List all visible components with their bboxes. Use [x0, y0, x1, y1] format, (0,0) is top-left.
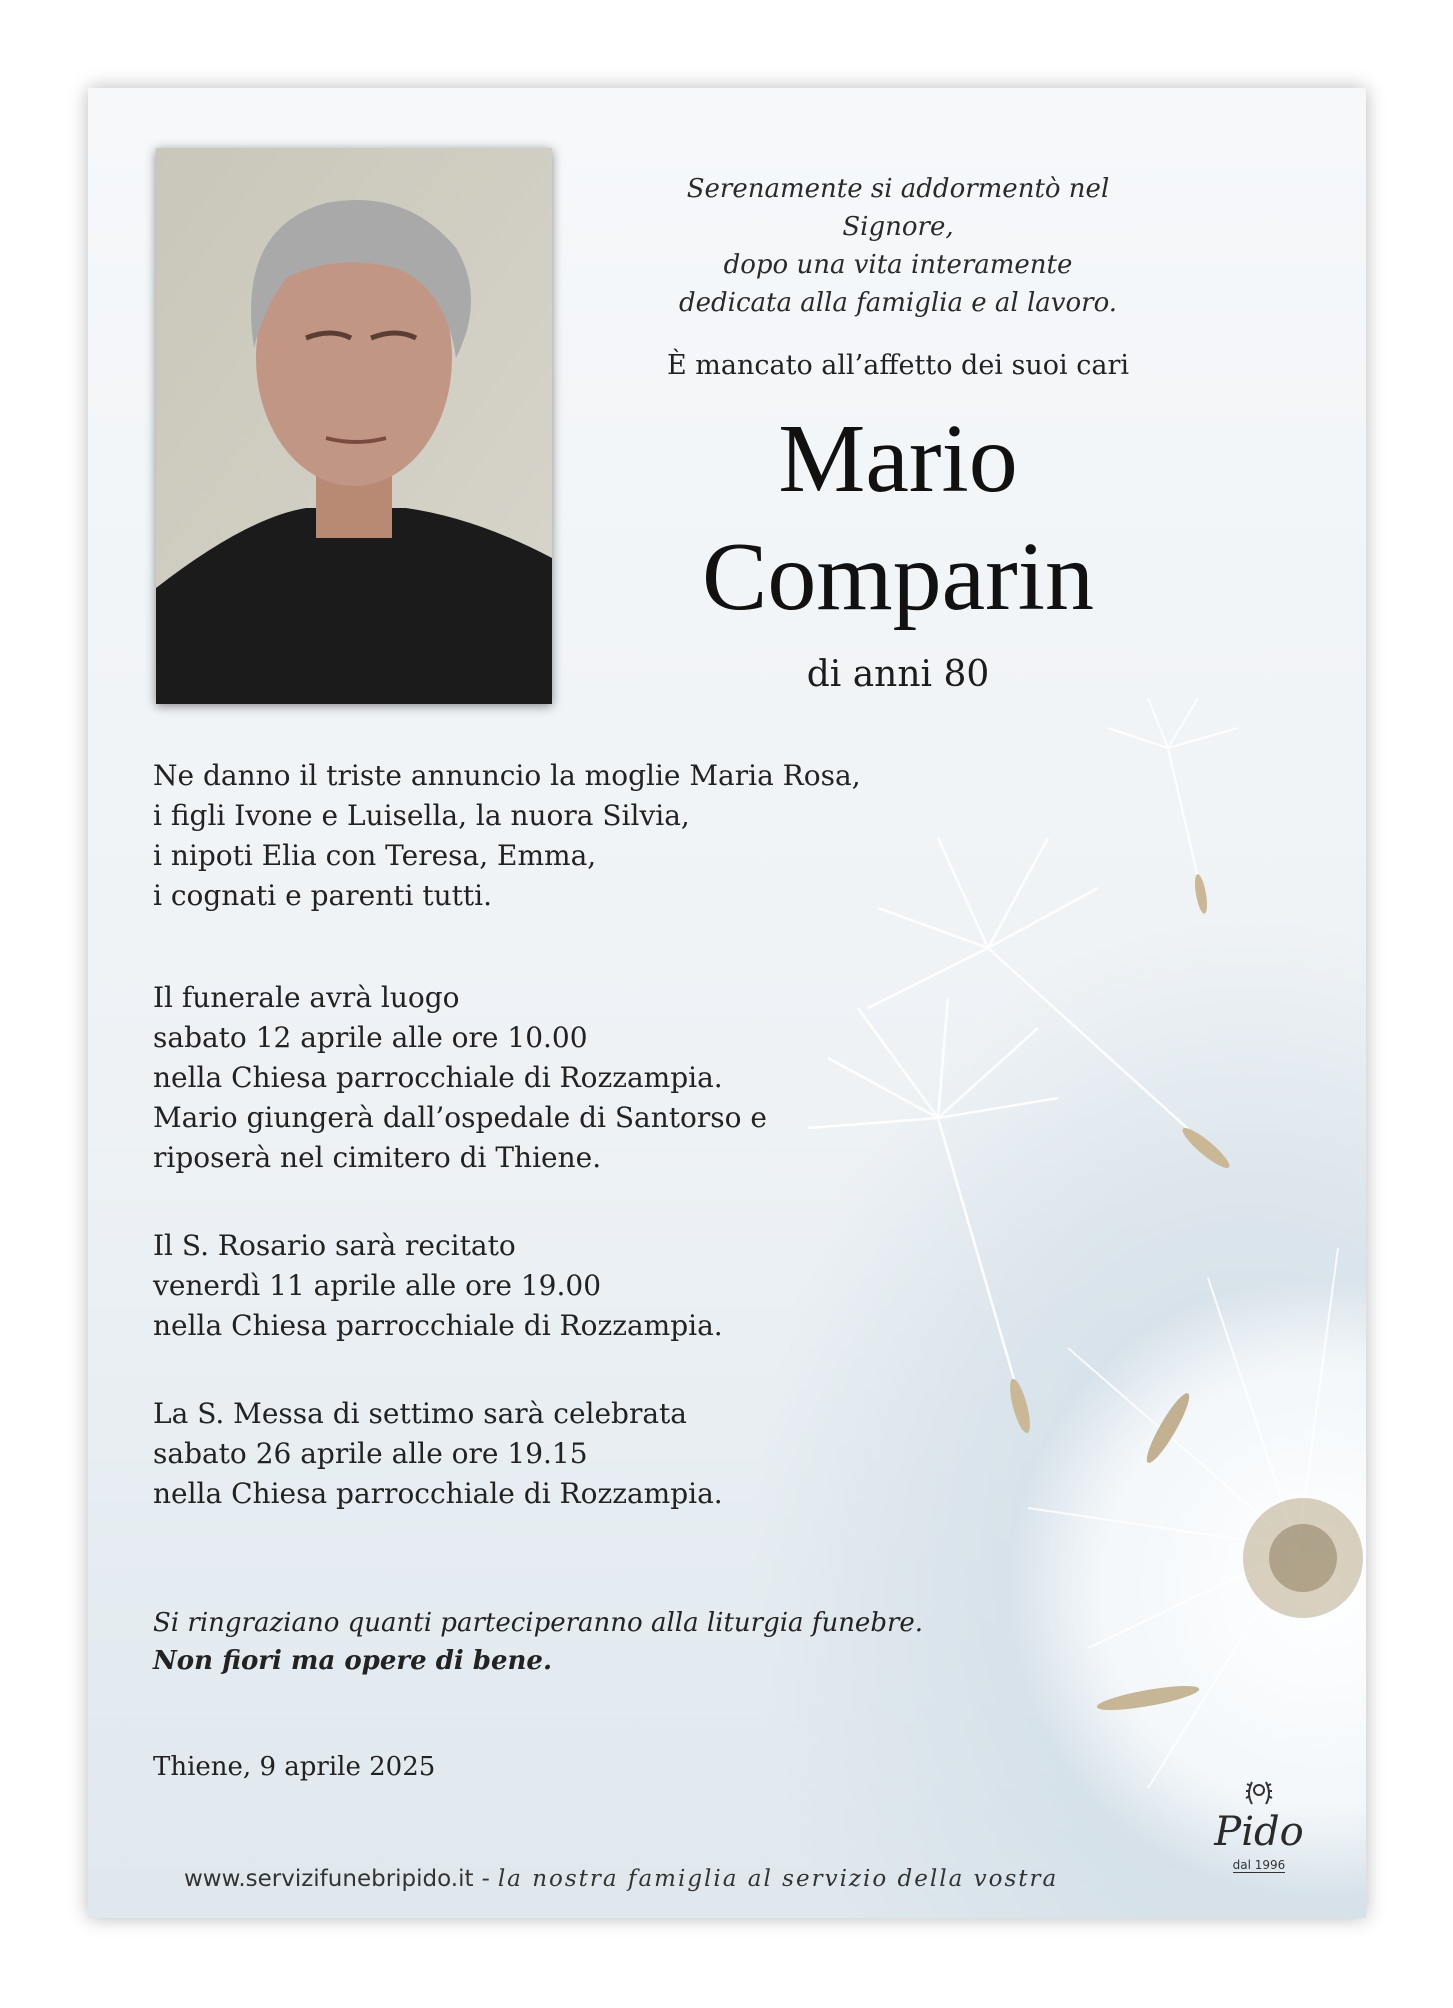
thanks-line: Si ringraziano quanti parteciperanno alla liturgia funebre. — [153, 1608, 924, 1638]
family-line: Ne danno il triste annuncio la moglie Maria Rosa, — [153, 759, 861, 792]
mass-line: sabato 26 aprile alle ore 19.15 — [153, 1437, 588, 1470]
obituary-sheet — [88, 88, 1366, 1918]
last-name: Comparin — [702, 523, 1094, 631]
deceased-portrait — [156, 148, 552, 704]
mass-line: La S. Messa di settimo sarà celebrata — [153, 1397, 687, 1430]
funeral-line: sabato 12 aprile alle ore 10.00 — [153, 1021, 588, 1054]
family-line: i figli Ivone e Luisella, la nuora Silvia, — [153, 799, 690, 832]
deceased-age: di anni 80 — [806, 654, 990, 695]
family-announcement — [153, 756, 861, 916]
footer-separator: - — [481, 1866, 490, 1892]
thanks-note — [153, 1604, 923, 1680]
footer — [184, 1866, 1058, 1892]
opening-quote — [628, 170, 1168, 322]
family-line: i nipoti Elia con Teresa, Emma, — [153, 839, 597, 872]
rosary-line: nella Chiesa parrocchiale di Rozzampia. — [153, 1309, 723, 1342]
funeral-details — [153, 978, 767, 1178]
mass-details — [153, 1394, 723, 1514]
wreath-icon — [1242, 1776, 1276, 1810]
no-flowers-line: Non fiori ma opere di bene. — [153, 1646, 553, 1676]
announcement-line: È mancato all’affetto dei suoi cari — [667, 350, 1129, 381]
quote-line: dedicata alla famiglia e al lavoro. — [678, 288, 1118, 318]
funeral-line: nella Chiesa parrocchiale di Rozzampia. — [153, 1061, 723, 1094]
logo-since: dal 1996 — [1232, 1858, 1286, 1872]
rosary-line: venerdì 11 aprile alle ore 19.00 — [153, 1269, 602, 1302]
funeral-line: Il funerale avrà luogo — [153, 981, 460, 1014]
quote-line: dopo una vita interamente — [723, 250, 1073, 280]
funeral-line: Mario giungerà dall’ospedale di Santorso e — [153, 1101, 767, 1134]
quote-line: Serenamente si addormentò nel Signore, — [686, 174, 1110, 242]
website-link[interactable]: www.servizifunebripido.it — [184, 1866, 474, 1892]
footer-motto: la nostra famiglia al servizio della vostra — [497, 1866, 1059, 1892]
deceased-name — [628, 400, 1168, 636]
family-line: i cognati e parenti tutti. — [153, 879, 492, 912]
funeral-line: riposerà nel cimitero di Thiene. — [153, 1141, 602, 1174]
first-name: Mario — [778, 405, 1018, 513]
rosary-details — [153, 1226, 723, 1346]
rosary-line: Il S. Rosario sarà recitato — [153, 1229, 516, 1262]
pido-logo — [1204, 1776, 1314, 1873]
portrait-image — [156, 148, 552, 704]
logo-brand: Pido — [1214, 1809, 1304, 1855]
mass-line: nella Chiesa parrocchiale di Rozzampia. — [153, 1477, 723, 1510]
place-and-date: Thiene, 9 aprile 2025 — [153, 1752, 436, 1782]
